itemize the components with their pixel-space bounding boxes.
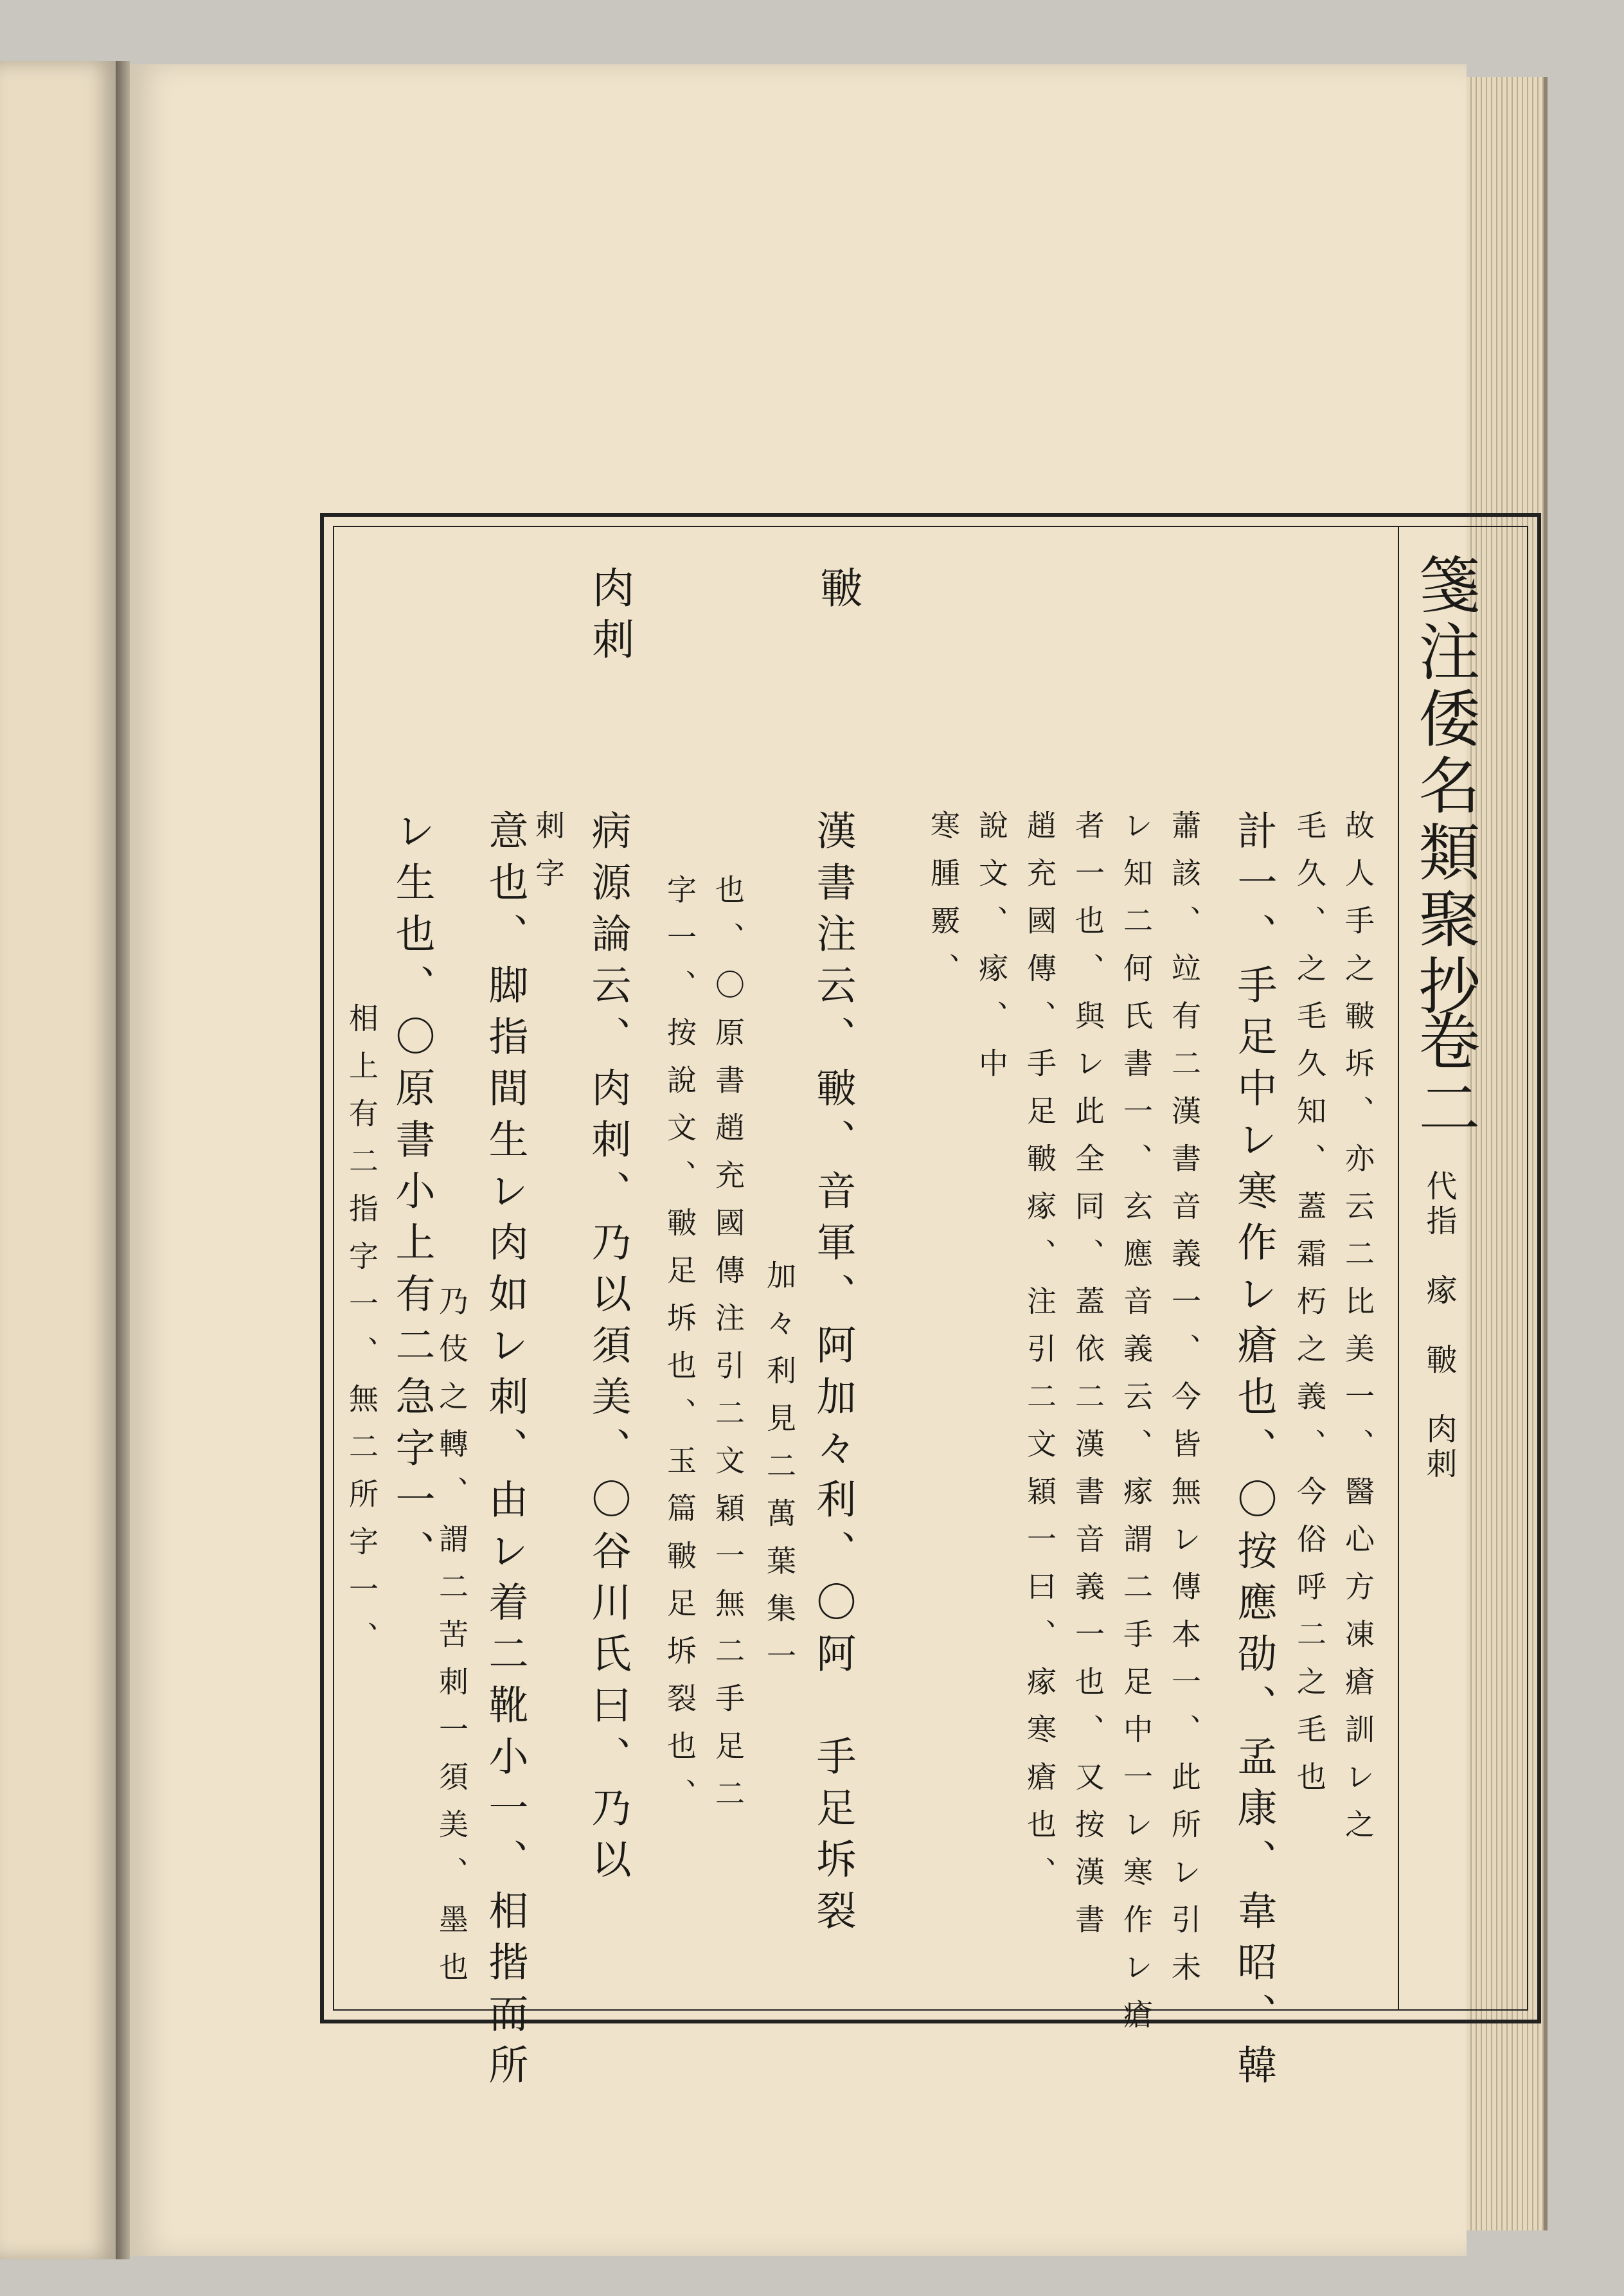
header-divider [1398, 527, 1399, 2009]
text-column-8: 說文、瘃、中 [974, 810, 1009, 1095]
left-page [0, 61, 116, 2259]
entry-heading-niku: 肉刺 [585, 566, 634, 668]
entry-heading-hui: 皸 [813, 566, 862, 617]
book-gutter [116, 61, 130, 2259]
section-labels: 代指 瘃 皸 肉刺 [1421, 1170, 1457, 1482]
book-title: 箋注倭名類聚抄 [1409, 553, 1481, 1021]
text-column-5: レ知二何氏書一、玄應音義云、瘃謂二手足中一レ寒作レ瘡 [1119, 810, 1154, 2047]
text-column-15: 刺字 [531, 810, 566, 905]
text-column-6: 者一也、與レ此全同、蓋依二漢書音義一也、又按漢書 [1071, 810, 1105, 1951]
text-column-9: 寒腫覈、 [926, 810, 961, 1000]
text-column-17: 乃伎之轉、謂二苦刺一須美、墨也 [434, 1286, 469, 1999]
text-column-16: 意也、脚指間生レ肉如レ刺、由レ着二靴小一、相揩而所 [482, 810, 529, 2095]
text-frame [320, 513, 1541, 2095]
text-column-7: 趙充國傳、手足皸瘃、注引二文穎一曰、瘃寒瘡也、 [1022, 810, 1057, 1904]
volume-label: 卷二 [1409, 1009, 1481, 1143]
text-column-14: 病源論云、肉刺、乃以須美、〇谷川氏曰、乃以 [585, 810, 632, 1890]
text-column-10: 漢書注云、皸、音軍、阿加々利、〇阿 手足坼裂 [810, 810, 857, 1941]
text-frame-inner [333, 526, 1528, 2095]
text-column-2: 毛久、之毛久知、蓋霜朽之義、今俗呼二之毛也 [1292, 810, 1327, 1809]
text-column-19: 相上有二指字一、無二所字一、 [344, 1003, 379, 1669]
text-column-12: 也、〇原書趙充國傳注引二文穎一無二手足二 [711, 874, 745, 1825]
text-column-3: 計一、手足中レ寒作レ瘡也、〇按應劭、孟康、韋昭、韓 [1231, 810, 1278, 2095]
text-column-13: 字一、按說文、皸足坼也、玉篇皸足坼裂也、 [663, 874, 697, 1825]
text-column-11: 加々利見二萬葉集一 [762, 1260, 797, 1688]
text-column-1: 故人手之皸坼、亦云二比美一、醫心方凍瘡訓レ之 [1341, 810, 1375, 1856]
text-column-18: レ生也、〇原書小上有二急字一、 [389, 810, 436, 1581]
text-column-4: 蕭該、竝有二漢書音義一、今皆無レ傳本一、此所レ引未 [1167, 810, 1202, 1999]
